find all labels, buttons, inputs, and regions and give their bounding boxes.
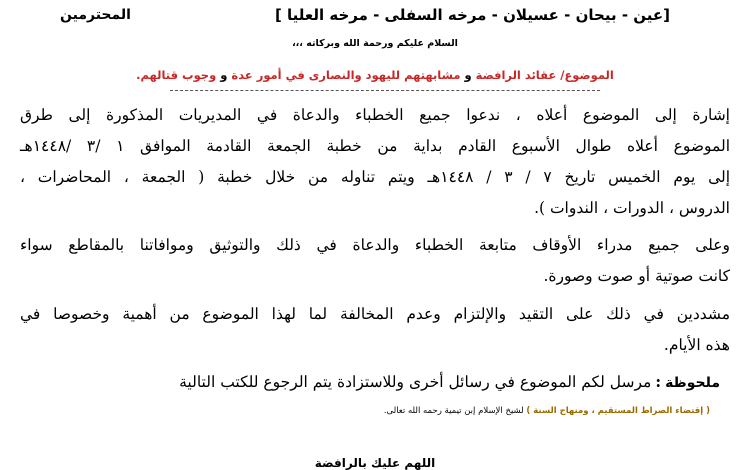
paragraph-1-line-4: الدروس ، الدورات ، الندوات ). <box>534 199 730 217</box>
subject-part-2: مشابهتهم لليهود والنصارى في أمور عدة <box>231 68 461 82</box>
paragraph-3-line-1: مشددين في ذلك على التقيد والإلتزام وعدم المخالفة لما لهذا الموضوع من أهمية وخصوصا في <box>20 305 730 323</box>
subject-and-2: و <box>220 68 228 82</box>
book-titles: ( إقتضاء الصراط المستقيم ، ومنهاج السنة ) <box>526 406 710 416</box>
header-row <box>60 4 670 26</box>
greeting: السلام عليكم ورحمة الله وبركاته ،،، <box>292 38 458 49</box>
addressees: [عين - بيحان - عسيلان - مرخه السفلى - مرخه العليا ] <box>274 6 670 24</box>
honorific: المحترمين <box>60 7 131 23</box>
paragraph-1-line-3: إلى يوم الخميس تاريخ ٧ / ٣ / ١٤٤٨هـ ويتم تناوله من خلال خطبة ( الجمعة ، المحاضرات ، <box>20 168 731 186</box>
paragraph-1-line-1: إشارة إلى الموضوع أعلاه ، ندعوا جميع الخطباء والدعاة في المديريات المذكورة إلى طرق <box>20 106 730 124</box>
subject-part-3: وجوب قتالهم. <box>136 68 217 82</box>
subject-label: الموضوع/ عقائد الرافضة <box>475 68 614 82</box>
note-text: مرسل لكم الموضوع في رسائل أخرى وللاستزادة يتم الرجوع للكتب التالية <box>179 373 652 391</box>
paragraph-2-line-1: وعلى جميع مدراء الأوقاف متابعة الخطباء والدعاة في ذلك والتوثيق وموافاتنا بالمقاطع سواء <box>20 236 730 254</box>
book-author: لشيخ الإسلام إبن تيمية رحمه الله تعالى. <box>383 406 524 416</box>
note-line <box>179 372 720 391</box>
paragraph-2-line-2: كانت صوتية أو صوت وصورة. <box>543 267 730 285</box>
subject-underline <box>170 90 600 91</box>
paragraph-3-line-2: هذه الأيام. <box>663 336 730 354</box>
note-separator: : <box>655 372 662 391</box>
paragraph-1-line-2: الموضوع أعلاه طوال الأسبوع القادم بداية من خطبة الجمعة القادمة الموافق ١ /٣ /١٤٤٨هـ <box>20 137 731 155</box>
subject-and-1: و <box>464 68 472 82</box>
subject-line <box>0 68 750 82</box>
note-title: ملحوظة <box>665 375 720 391</box>
books-reference <box>384 406 710 416</box>
closing-line: اللهم عليك بالرافضة <box>314 456 436 470</box>
